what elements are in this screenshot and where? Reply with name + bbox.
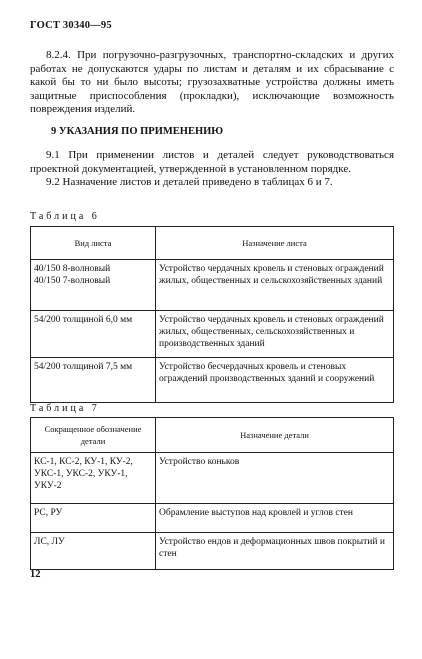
column-header: Сокращенное обозначение детали [31,418,156,453]
table-7 [30,417,394,570]
table-header-row [31,418,394,453]
table-row [31,311,394,358]
table-6 [30,226,394,403]
part-code-cell: КС-1, КС-2, КУ-1, КУ-2, УКС-1, УКС-2, УКУ-1, УКУ-2 [31,453,156,504]
sheet-kind-cell: 54/200 толщиной 7,5 мм [31,358,156,403]
column-header: Вид листа [31,227,156,260]
table-row [31,504,394,533]
sheet-kind-cell: 40/150 8-волновый 40/150 7-волновый [31,260,156,311]
standard-header: ГОСТ 30340—95 [30,20,112,31]
table-7-caption: Таблица 7 [30,403,100,414]
table-row [31,453,394,504]
column-header: Назначение листа [156,227,394,260]
table-row [31,358,394,403]
part-purpose-cell: Обрамление выступов над кровлей и углов стен [156,504,394,533]
part-purpose-cell: Устройство ендов и деформационных швов покрытий и стен [156,533,394,570]
part-code-cell: ЛС, ЛУ [31,533,156,570]
sheet-purpose-cell: Устройство чердачных кровель и стеновых ограждений жилых, общественных и сельскохозяйственных зданий [156,260,394,311]
table-row [31,260,394,311]
section-title: 9 УКАЗАНИЯ ПО ПРИМЕНЕНИЮ [51,126,224,137]
paragraph-9-1: 9.1 При применении листов и деталей следует руководствоваться проектной документацией, утвержденной в установленном порядке. [30,149,394,175]
sheet-purpose-cell: Устройство чердачных кровель и стеновых ограждений жилых, общественных, сельскохозяйственных и производственных зданий [156,311,394,358]
paragraph-9-2: 9.2 Назначение листов и деталей приведено в таблицах 6 и 7. [46,176,333,188]
table-header-row [31,227,394,260]
page-number: 12 [30,569,41,580]
part-purpose-cell: Устройство коньков [156,453,394,504]
column-header: Назначение детали [156,418,394,453]
sheet-kind-cell: 54/200 толщиной 6,0 мм [31,311,156,358]
paragraph-8-2-4: 8.2.4. При погрузочно-разгрузочных, транспортно-складских и других работах не допускаются удары по листам и деталям и их сбрасывание с какой бы то ни было высоты; грузозахватные устройства должны иметь защитные приспособления (прокладки), исключающие возможность повреждения изделий. [30,49,394,115]
table-row [31,533,394,570]
table-6-caption: Таблица 6 [30,211,100,222]
sheet-purpose-cell: Устройство бесчердачных кровель и стеновых ограждений производственных зданий и сооружений [156,358,394,403]
part-code-cell: РС, РУ [31,504,156,533]
